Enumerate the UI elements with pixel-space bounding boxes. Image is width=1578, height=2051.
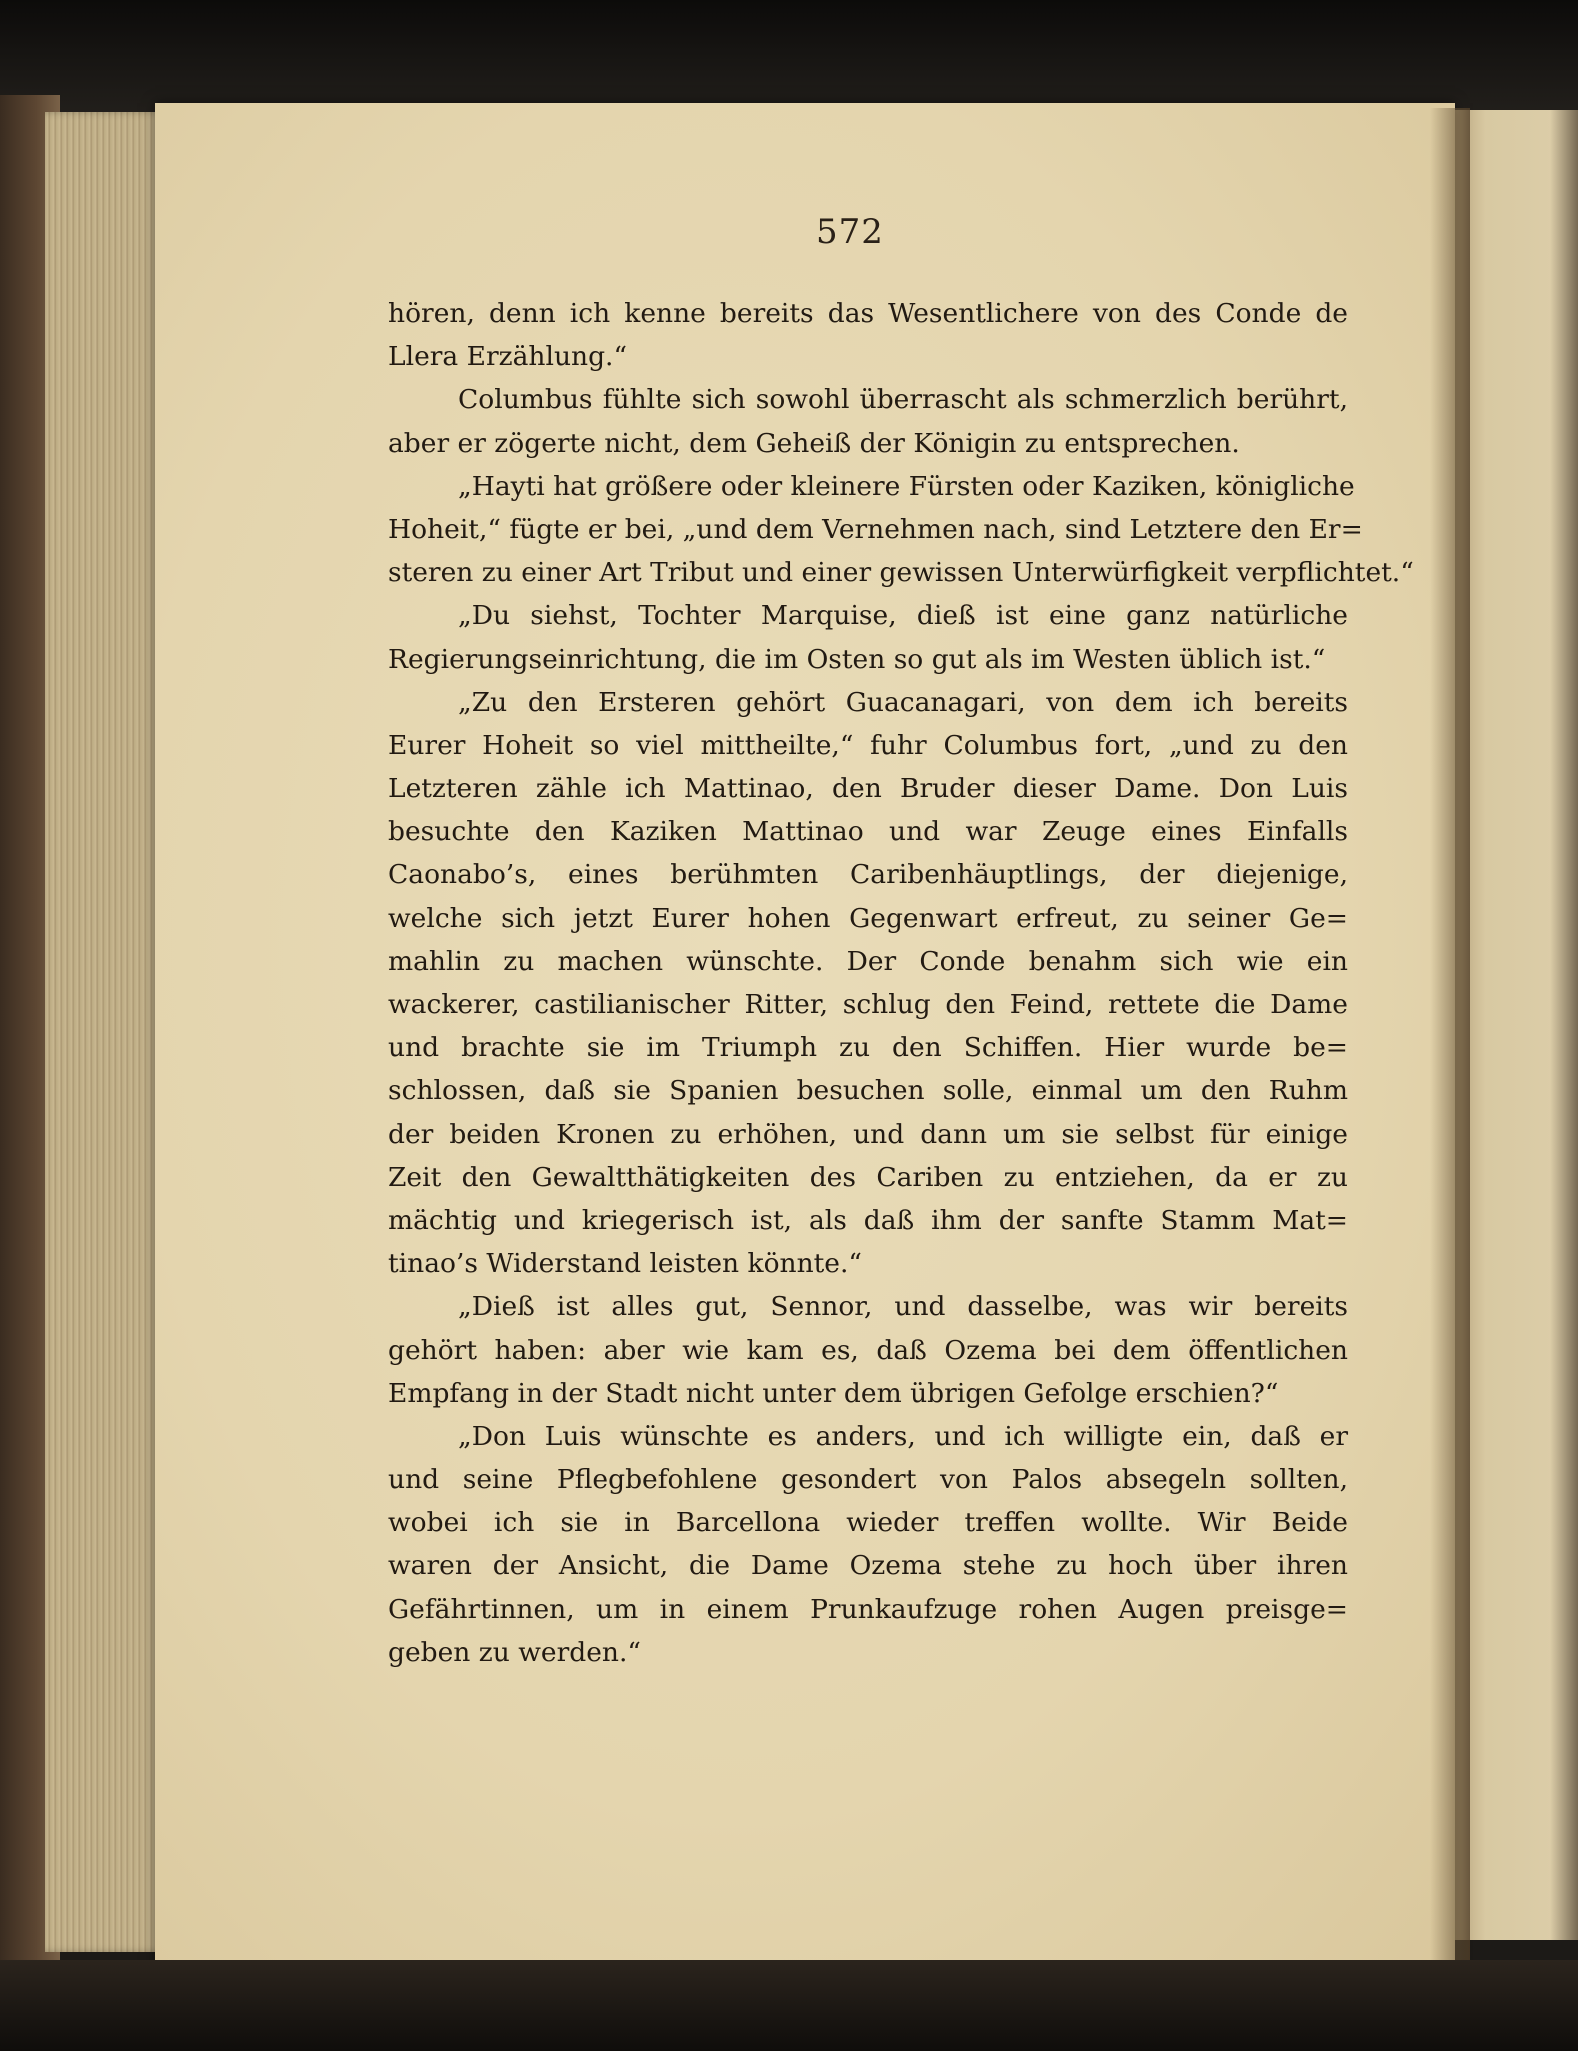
text-line: hören, denn ich kenne bereits das Wesentlichere von des Conde de bbox=[388, 298, 1348, 329]
body-text bbox=[388, 292, 1414, 1674]
text-line: wackerer, castilianischer Ritter, schlug den Feind, rettete die Dame bbox=[388, 989, 1348, 1020]
text-line: „Du siehst, Tochter Marquise, dieß ist eine ganz natürliche bbox=[458, 600, 1348, 632]
text-line: „Hayti hat größere oder kleinere Fürsten oder Kaziken, königliche bbox=[458, 470, 1355, 502]
text-line: steren zu einer Art Tribut und einer gewissen Unterwürfigkeit verpflichtet.“ bbox=[388, 557, 1414, 589]
text-line: Zeit den Gewaltthätigkeiten des Cariben zu entziehen, da er zu bbox=[388, 1161, 1348, 1193]
text-line: Regierungseinrichtung, die im Osten so gut als im Westen üblich ist.“ bbox=[388, 643, 1326, 675]
text-line: welche sich jetzt Eurer hohen Gegenwart erfreut, zu seiner Ge= bbox=[388, 902, 1348, 934]
text-line: Caonabo’s, eines berühmten Caribenhäuptlings, der diejenige, bbox=[388, 859, 1348, 891]
text-line: Gefährtinnen, um in einem Prunkaufzuge rohen Augen preisge= bbox=[388, 1593, 1348, 1625]
page-gutter bbox=[1430, 108, 1470, 1963]
background-bottom bbox=[0, 1960, 1578, 2051]
text-line: besuchte den Kaziken Mattinao und war Zeuge eines Einfalls bbox=[388, 816, 1348, 848]
text-line: geben zu werden.“ bbox=[388, 1636, 641, 1668]
text-line: Hoheit,“ fügte er bei, „und dem Vernehmen nach, sind Letztere den Er= bbox=[388, 513, 1363, 545]
text-line: und seine Pflegbefohlene gesondert von Palos absegeln sollten, bbox=[388, 1464, 1348, 1496]
text-line: „Zu den Ersteren gehört Guacanagari, von dem ich bereits bbox=[458, 686, 1348, 718]
text-line: „Don Luis wünschte es anders, und ich willigte ein, daß er bbox=[458, 1420, 1348, 1452]
text-line: mächtig und kriegerisch ist, als daß ihm der sanfte Stamm Mat= bbox=[388, 1204, 1348, 1236]
text-line: und brachte sie im Triumph zu den Schiffen. Hier wurde be= bbox=[388, 1032, 1348, 1064]
right-edge-shadow bbox=[1550, 110, 1578, 1940]
text-line: Empfang in der Stadt nicht unter dem übrigen Gefolge erschien?“ bbox=[388, 1377, 1279, 1409]
text-line: mahlin zu machen wünschte. Der Conde benahm sich wie ein bbox=[388, 945, 1348, 977]
text-line: waren der Ansicht, die Dame Ozema stehe zu hoch über ihren bbox=[388, 1550, 1348, 1582]
text-line: gehört haben: aber wie kam es, daß Ozema bei dem öffentlichen bbox=[388, 1334, 1348, 1366]
text-line: wobei ich sie in Barcellona wieder treffen wollte. Wir Beide bbox=[388, 1507, 1348, 1539]
text-line: „Dieß ist alles gut, Sennor, und dasselbe, was wir bereits bbox=[458, 1291, 1348, 1323]
page-number: 572 bbox=[816, 212, 884, 252]
text-line: tinao’s Widerstand leisten könnte.“ bbox=[388, 1248, 862, 1280]
text-line: der beiden Kronen zu erhöhen, und dann um sie selbst für einige bbox=[388, 1118, 1348, 1150]
text-line: aber er zögerte nicht, dem Geheiß der Königin zu entsprechen. bbox=[388, 427, 1240, 459]
text-line: Letzteren zähle ich Mattinao, den Bruder dieser Dame. Don Luis bbox=[388, 773, 1348, 805]
text-line: schlossen, daß sie Spanien besuchen solle, einmal um den Ruhm bbox=[388, 1075, 1348, 1107]
text-line: Llera Erzählung.“ bbox=[388, 341, 628, 373]
text-line: Eurer Hoheit so viel mittheilte,“ fuhr Columbus fort, „und zu den bbox=[388, 729, 1348, 761]
background-top bbox=[0, 0, 1578, 120]
page-edges-left bbox=[45, 112, 165, 1952]
text-line: Columbus fühlte sich sowohl überrascht als schmerzlich berührt, bbox=[458, 384, 1348, 416]
